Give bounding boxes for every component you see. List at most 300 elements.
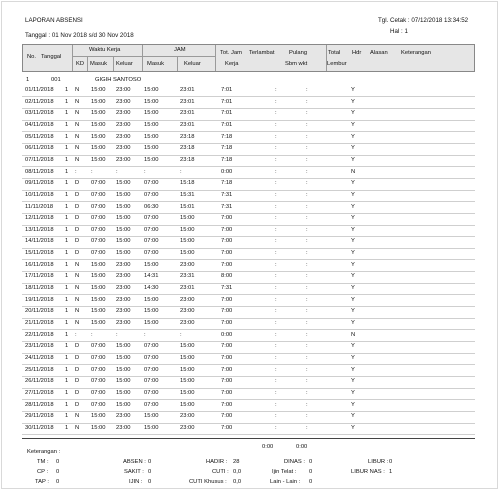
cell-out: 23:01 — [180, 285, 195, 292]
summary-cuti-khusus-label: CUTI Khusus : — [189, 479, 227, 485]
cell-date: 03/11/2018 — [25, 110, 54, 117]
cell-no: 1 — [65, 226, 69, 233]
cell-late: : — [275, 285, 277, 292]
table-row — [22, 342, 475, 353]
cell-work-out: 15:00 — [116, 250, 131, 257]
cell-late: : — [275, 354, 277, 361]
cell-out: 23:00 — [180, 413, 195, 420]
cell-kd: N — [75, 98, 80, 105]
summary-libur-nas-value: 1 — [389, 469, 393, 475]
cell-total-hours: 7:00 — [221, 378, 233, 385]
cell-present: Y — [351, 389, 355, 396]
cell-out: 23:00 — [180, 296, 195, 303]
cell-kd: N — [75, 121, 80, 128]
table-row — [22, 401, 475, 412]
header-keluar: Keluar — [116, 61, 133, 67]
cell-work-out: 15:00 — [116, 366, 131, 373]
cell-in: 15:00 — [144, 110, 159, 117]
cell-kd: D — [75, 250, 80, 257]
cell-no: 1 — [65, 121, 69, 128]
cell-work-out: 23:00 — [116, 296, 131, 303]
cell-out: 23:31 — [180, 273, 195, 280]
cell-late: : — [275, 87, 277, 93]
cell-present: Y — [351, 87, 355, 93]
cell-early: : — [306, 215, 308, 222]
cell-in: 15:00 — [144, 145, 159, 152]
cell-no: 1 — [65, 296, 69, 303]
cell-present: Y — [351, 343, 355, 350]
cell-late: : — [275, 389, 277, 396]
cell-total-hours: 7:31 — [221, 285, 233, 292]
cell-present: Y — [351, 133, 355, 140]
cell-kd: D — [75, 366, 80, 373]
print-date: Tgl. Cetak : 07/12/2018 13:34:52 — [378, 17, 469, 24]
summary-cp-value: 0 — [56, 469, 60, 475]
cell-date: 30/11/2018 — [25, 424, 54, 431]
cell-date: 14/11/2018 — [25, 238, 54, 245]
cell-in: 07:00 — [144, 389, 159, 396]
cell-present: Y — [351, 261, 355, 268]
cell-out: 23:00 — [180, 320, 195, 326]
cell-late: : — [275, 308, 277, 315]
cell-early: : — [306, 87, 308, 93]
cell-in: 15:00 — [144, 424, 159, 431]
cell-kd: N — [75, 320, 80, 326]
header-jam-masuk: Masuk — [147, 61, 165, 67]
cell-date: 23/11/2018 — [25, 343, 54, 350]
cell-present: Y — [351, 320, 355, 326]
summary-sakit-label: SAKIT : — [124, 469, 144, 475]
cell-work-in: 07:00 — [91, 366, 106, 373]
cell-no: 1 — [65, 203, 69, 210]
cell-late: : — [275, 238, 277, 245]
cell-early: : — [306, 331, 308, 338]
cell-total-hours: 7:18 — [221, 133, 233, 140]
cell-kd: D — [75, 226, 80, 233]
cell-early: : — [306, 378, 308, 385]
cell-early: : — [306, 354, 308, 361]
cell-kd: D — [75, 180, 80, 187]
cell-kd: D — [75, 215, 80, 222]
header-tanggal: Tanggal — [41, 54, 62, 60]
cell-early: : — [306, 261, 308, 268]
cell-work-out: 15:00 — [116, 389, 131, 396]
cell-work-in: 15:00 — [91, 413, 106, 420]
cell-kd: N — [75, 87, 80, 93]
cell-no: 1 — [65, 133, 69, 140]
cell-work-in: 07:00 — [91, 343, 106, 350]
cell-no: 1 — [65, 110, 69, 117]
cell-kd: N — [75, 145, 80, 152]
cell-total-hours: 7:18 — [221, 180, 233, 187]
cell-late: : — [275, 331, 277, 338]
cell-in: 15:00 — [144, 413, 159, 420]
cell-work-out: 23:00 — [116, 285, 131, 292]
cell-total-hours: 7:18 — [221, 145, 233, 152]
cell-in: 15:00 — [144, 308, 159, 315]
summary-hadir-value: 28 — [233, 459, 240, 465]
cell-kd: N — [75, 156, 80, 163]
table-row — [22, 237, 475, 248]
cell-date: 07/11/2018 — [25, 156, 54, 163]
cell-no: 1 — [65, 180, 69, 187]
table-bottom-line — [22, 438, 475, 439]
header-kd: KD — [76, 61, 85, 67]
summary-ijin-telat-label: Ijin Telat : — [272, 469, 297, 475]
cell-work-out: 23:00 — [116, 121, 131, 128]
cell-total-hours: 7:00 — [221, 424, 233, 431]
cell-no: 1 — [65, 343, 69, 350]
cell-out: 15:00 — [180, 343, 195, 350]
table-row — [22, 156, 475, 167]
cell-in: 15:00 — [144, 133, 159, 140]
cell-present: Y — [351, 401, 355, 408]
cell-early: : — [306, 343, 308, 350]
cell-kd: : — [75, 331, 77, 338]
summary-keterangan-label: Keterangan : — [27, 449, 61, 455]
header-terlambat: Terlambat — [249, 50, 275, 56]
summary-libur-label: LIBUR : — [368, 459, 389, 465]
cell-out: 15:18 — [180, 180, 195, 187]
cell-no: 1 — [65, 238, 69, 245]
cell-date: 15/11/2018 — [25, 250, 54, 257]
cell-present: Y — [351, 378, 355, 385]
cell-out: 15:00 — [180, 215, 195, 222]
cell-early: : — [306, 389, 308, 396]
cell-out: 15:00 — [180, 354, 195, 361]
cell-late: : — [275, 191, 277, 198]
cell-in: 14:30 — [144, 285, 159, 292]
cell-early: : — [306, 226, 308, 233]
cell-work-out: 23:00 — [116, 413, 131, 420]
cell-no: 1 — [65, 308, 69, 315]
cell-total-hours: 7:00 — [221, 261, 233, 268]
cell-early: : — [306, 424, 308, 431]
cell-late: : — [275, 133, 277, 140]
table-row — [22, 98, 475, 109]
summary-cuti-khusus-value: 0,0 — [233, 479, 242, 485]
cell-work-out: 15:00 — [116, 191, 131, 198]
cell-kd: D — [75, 238, 80, 245]
summary-ijin-value: 0 — [148, 479, 152, 485]
table-row — [22, 296, 475, 307]
cell-work-out: 23:00 — [116, 98, 131, 105]
cell-in: 07:00 — [144, 250, 159, 257]
cell-total-hours: 7:01 — [221, 110, 233, 117]
summary-dinas-value: 0 — [309, 459, 313, 465]
cell-work-out: 15:00 — [116, 354, 131, 361]
cell-work-in: 07:00 — [91, 354, 106, 361]
cell-work-in: 15:00 — [91, 285, 106, 292]
cell-present: Y — [351, 215, 355, 222]
cell-late: : — [275, 401, 277, 408]
cell-late: : — [275, 98, 277, 105]
cell-work-in: 07:00 — [91, 389, 106, 396]
cell-total-hours: 7:00 — [221, 343, 233, 350]
cell-early: : — [306, 110, 308, 117]
cell-date: 10/11/2018 — [25, 191, 54, 198]
cell-no: 1 — [65, 366, 69, 373]
cell-early: : — [306, 191, 308, 198]
cell-date: 26/11/2018 — [25, 378, 54, 385]
cell-late: : — [275, 273, 277, 280]
cell-kd: D — [75, 343, 80, 350]
cell-out: 23:18 — [180, 145, 195, 152]
cell-late: : — [275, 203, 277, 210]
cell-out: 23:01 — [180, 98, 195, 105]
cell-work-in: 15:00 — [91, 145, 106, 152]
cell-no: 1 — [65, 261, 69, 268]
table-row — [22, 307, 475, 318]
cell-early: : — [306, 285, 308, 292]
cell-early: : — [306, 203, 308, 210]
cell-in: : — [144, 168, 146, 175]
employee-no: 1 — [26, 77, 30, 83]
cell-date: 24/11/2018 — [25, 354, 54, 361]
cell-work-in: 15:00 — [91, 296, 106, 303]
header-hdr: Hdr — [352, 50, 362, 56]
cell-present: Y — [351, 250, 355, 257]
table-row — [22, 424, 475, 435]
cell-total-hours: 7:01 — [221, 121, 233, 128]
cell-present: Y — [351, 145, 355, 152]
cell-early: : — [306, 133, 308, 140]
report-title: LAPORAN ABSENSI — [25, 17, 83, 24]
cell-in: 07:00 — [144, 343, 159, 350]
cell-in: 15:00 — [144, 98, 159, 105]
page-number: Hal : 1 — [390, 28, 408, 35]
cell-no: 1 — [65, 401, 69, 408]
cell-total-hours: 7:00 — [221, 354, 233, 361]
cell-work-out: : — [116, 331, 118, 338]
cell-kd: D — [75, 378, 80, 385]
cell-early: : — [306, 180, 308, 187]
cell-no: 1 — [65, 354, 69, 361]
table-row — [22, 179, 475, 190]
cell-kd: N — [75, 296, 80, 303]
cell-present: Y — [351, 110, 355, 117]
cell-present: Y — [351, 366, 355, 373]
cell-out: 15:31 — [180, 191, 195, 198]
summary-lain-value: 0 — [309, 479, 313, 485]
summary-ijin-label: IJIN : — [129, 479, 143, 485]
cell-early: : — [306, 308, 308, 315]
cell-late: : — [275, 215, 277, 222]
cell-work-in: 15:00 — [91, 424, 106, 431]
cell-work-in: 15:00 — [91, 98, 106, 105]
table-row — [22, 121, 475, 132]
report-period: Tanggal : 01 Nov 2018 s/d 30 Nov 2018 — [25, 32, 134, 39]
cell-work-in: 15:00 — [91, 320, 106, 326]
cell-date: 02/11/2018 — [25, 98, 54, 105]
cell-total-hours: 7:01 — [221, 98, 233, 105]
cell-total-hours: 8:00 — [221, 273, 233, 280]
cell-work-in: 07:00 — [91, 203, 106, 210]
header-jam-keluar: Keluar — [184, 61, 201, 67]
cell-kd: D — [75, 389, 80, 396]
cell-late: : — [275, 320, 277, 326]
cell-no: 1 — [65, 156, 69, 163]
cell-kd: D — [75, 354, 80, 361]
employee-name: GIGIH SANTOSO — [95, 77, 142, 83]
total-early: 0:00 — [296, 444, 308, 450]
cell-late: : — [275, 226, 277, 233]
cell-early: : — [306, 98, 308, 105]
cell-in: 07:00 — [144, 378, 159, 385]
cell-date: 11/11/2018 — [25, 203, 54, 210]
cell-present: N — [351, 331, 356, 338]
table-row — [22, 272, 475, 283]
cell-out: 15:00 — [180, 238, 195, 245]
cell-date: 13/11/2018 — [25, 226, 54, 233]
cell-present: Y — [351, 226, 355, 233]
cell-late: : — [275, 413, 277, 420]
cell-no: 1 — [65, 331, 69, 338]
cell-out: 15:00 — [180, 366, 195, 373]
cell-early: : — [306, 320, 308, 326]
cell-early: : — [306, 121, 308, 128]
table-row — [22, 109, 475, 120]
cell-no: 1 — [65, 320, 69, 326]
header-keterangan: Keterangan — [401, 50, 431, 56]
cell-kd: N — [75, 424, 80, 431]
cell-date: 08/11/2018 — [25, 168, 54, 175]
table-row — [22, 144, 475, 155]
cell-work-out: 15:00 — [116, 378, 131, 385]
summary-cuti-value: 0,0 — [233, 469, 242, 475]
cell-no: 1 — [65, 98, 69, 105]
cell-date: 17/11/2018 — [25, 273, 54, 280]
cell-early: : — [306, 145, 308, 152]
header-waktu-kerja: Waktu Kerja — [89, 47, 121, 53]
cell-work-out: 23:00 — [116, 308, 131, 315]
cell-work-out: 15:00 — [116, 226, 131, 233]
cell-total-hours: 7:00 — [221, 250, 233, 257]
cell-work-in: 15:00 — [91, 87, 106, 93]
cell-in: 15:00 — [144, 261, 159, 268]
cell-work-out: 23:00 — [116, 87, 131, 93]
cell-in: 07:00 — [144, 401, 159, 408]
cell-total-hours: 7:00 — [221, 238, 233, 245]
cell-total-hours: 0:00 — [221, 168, 233, 175]
cell-date: 01/11/2018 — [25, 87, 54, 93]
cell-total-hours: 7:00 — [221, 413, 233, 420]
cell-date: 06/11/2018 — [25, 145, 54, 152]
cell-out: 15:00 — [180, 226, 195, 233]
cell-out: 23:18 — [180, 133, 195, 140]
cell-total-hours: 7:00 — [221, 366, 233, 373]
summary-libur-value: 0 — [389, 459, 393, 465]
cell-out: 15:01 — [180, 203, 195, 210]
cell-kd: D — [75, 203, 80, 210]
cell-early: : — [306, 168, 308, 175]
cell-total-hours: 7:00 — [221, 401, 233, 408]
cell-late: : — [275, 180, 277, 187]
cell-present: Y — [351, 308, 355, 315]
cell-total-hours: 7:00 — [221, 308, 233, 315]
table-row — [22, 86, 475, 97]
summary-ijin-telat-value: 0 — [309, 469, 313, 475]
cell-present: Y — [351, 156, 355, 163]
header-tot-jam: Tot. Jam — [220, 50, 242, 56]
cell-late: : — [275, 250, 277, 257]
table-row — [22, 389, 475, 400]
cell-work-out: 15:00 — [116, 215, 131, 222]
cell-in: 07:00 — [144, 226, 159, 233]
cell-work-in: 07:00 — [91, 226, 106, 233]
cell-date: 09/11/2018 — [25, 180, 54, 187]
table-header — [22, 44, 475, 72]
cell-total-hours: 7:01 — [221, 87, 233, 93]
cell-in: : — [144, 331, 146, 338]
header-no: No. — [27, 54, 37, 60]
cell-present: Y — [351, 413, 355, 420]
cell-total-hours: 7:00 — [221, 215, 233, 222]
cell-date: 04/11/2018 — [25, 121, 54, 128]
cell-in: 15:00 — [144, 296, 159, 303]
cell-early: : — [306, 413, 308, 420]
cell-work-out: 23:00 — [116, 110, 131, 117]
cell-late: : — [275, 110, 277, 117]
cell-work-in: 07:00 — [91, 191, 106, 198]
cell-work-in: 15:00 — [91, 121, 106, 128]
cell-kd: D — [75, 401, 80, 408]
cell-in: 15:00 — [144, 87, 159, 93]
cell-late: : — [275, 366, 277, 373]
cell-kd: N — [75, 308, 80, 315]
cell-date: 29/11/2018 — [25, 413, 54, 420]
employee-id: 001 — [51, 77, 61, 83]
cell-work-out: 15:00 — [116, 401, 131, 408]
cell-no: 1 — [65, 215, 69, 222]
cell-date: 12/11/2018 — [25, 215, 54, 222]
summary-absen-label: ABSEN : — [123, 459, 146, 465]
header-lembur: Lembur — [327, 61, 347, 67]
cell-in: 07:00 — [144, 180, 159, 187]
summary-tm-label: TM : — [37, 459, 49, 465]
cell-in: 07:00 — [144, 191, 159, 198]
cell-kd: N — [75, 110, 80, 117]
cell-work-out: 23:00 — [116, 424, 131, 431]
cell-total-hours: 7:31 — [221, 203, 233, 210]
cell-early: : — [306, 238, 308, 245]
cell-kd: N — [75, 273, 80, 280]
summary-dinas-label: DINAS : — [284, 459, 305, 465]
cell-work-out: 15:00 — [116, 203, 131, 210]
cell-no: 1 — [65, 87, 69, 93]
summary-lain-label: Lain - Lain : — [270, 479, 301, 485]
cell-date: 16/11/2018 — [25, 261, 54, 268]
cell-no: 1 — [65, 250, 69, 257]
cell-total-hours: 7:00 — [221, 296, 233, 303]
cell-work-in: 07:00 — [91, 215, 106, 222]
table-row — [22, 214, 475, 225]
table-row — [22, 261, 475, 272]
cell-late: : — [275, 296, 277, 303]
table-row — [22, 203, 475, 214]
cell-out: 15:00 — [180, 250, 195, 257]
cell-total-hours: 7:00 — [221, 389, 233, 396]
table-row — [22, 168, 475, 179]
cell-present: Y — [351, 354, 355, 361]
table-row — [22, 249, 475, 260]
cell-early: : — [306, 401, 308, 408]
header-sbm-wkt: Sbm wkt — [285, 61, 308, 67]
cell-early: : — [306, 296, 308, 303]
table-row — [22, 366, 475, 377]
cell-work-in: 15:00 — [91, 273, 106, 280]
table-row — [22, 412, 475, 423]
